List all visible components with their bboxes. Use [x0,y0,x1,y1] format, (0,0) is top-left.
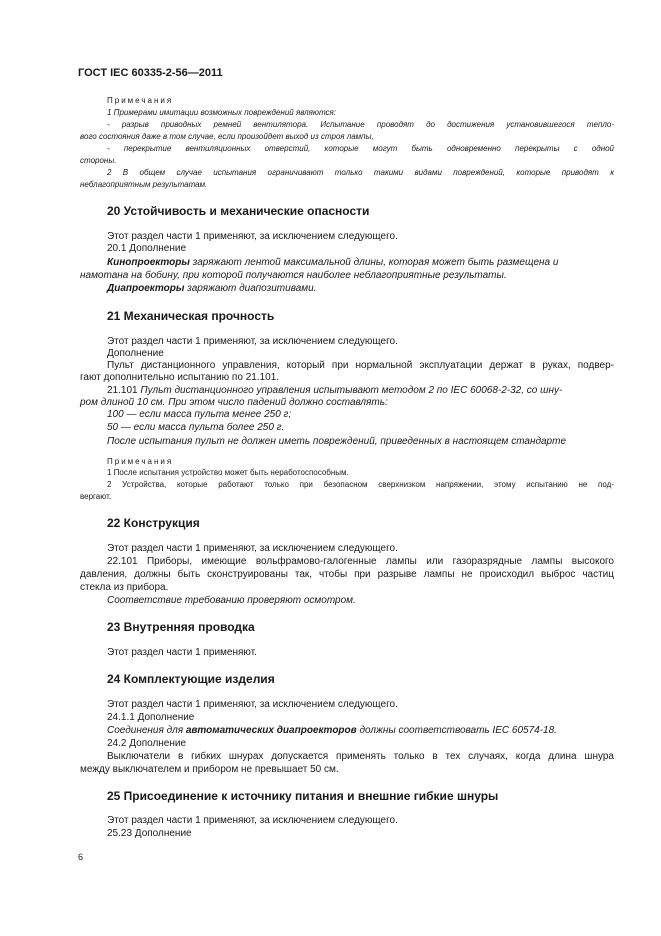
section-21-p2: Дополнение [107,348,164,359]
section-21-note-2: 2 Устройства, которые работают только при безопасном сверхнизком напряжении, этому испытанию не под- [107,480,614,489]
section-24-p2: 24.1.1 Дополнение [107,712,195,723]
notes-label: Примечания [107,96,174,105]
section-23-p1: Этот раздел части 1 применяют. [107,647,257,658]
term-auto-diaproektory: автоматических диапроекторов [185,725,357,736]
clause-21-101-number: 21.101 [107,385,138,396]
term-diaproektory: Диапроекторы [107,283,185,294]
section-20-p1: Этот раздел части 1 применяют, за исключением следующего. [107,231,398,242]
section-22-title: 22 Конструкция [107,516,200,530]
term-kinoproektory: Кинопроекторы [107,257,190,268]
section-21-note-2-cont: вергают. [80,492,112,501]
section-25-p1: Этот раздел части 1 применяют, за исключением следующего. [107,815,398,826]
note-1: 1 Примерами имитации возможных повреждений являются: [107,108,337,117]
document-header: ГОСТ IEC 60335-2-56—2011 [78,67,223,79]
section-22-p3: Соответствие требованию проверяют осмотром. [107,595,356,606]
section-24-p5-cont: между выключателем и прибором не превышает 50 см. [80,764,339,775]
section-24-p4: 24.2 Дополнение [107,738,187,749]
section-23-title: 23 Внутренняя проводка [107,620,255,634]
section-25-p2: 25.23 Дополнение [107,828,192,839]
section-24-p3-pre: Соединения для [107,725,186,736]
section-21-note-1: 1 После испытания устройство может быть неработоспособным. [107,468,349,477]
section-21-p4-cont: ром длиной 10 см. При этом число падений должно составлять: [80,397,388,408]
note-1-bullet-1: - разрыв приводных ремней вентилятора. Испытание проводят до достижения установившегося тепло- [107,120,614,129]
note-1-bullet-1-cont: вого состояния даже в том случае, если произойдет выход из строя лампы, [80,132,374,141]
section-21-title: 21 Механическая прочность [107,309,275,323]
section-21-notes-label: Примечания [107,457,174,466]
note-2-cont: неблагоприятным результатам. [80,180,208,189]
clause-21-101-text: Пульт дистанционного управления испытывают методом 2 по IEC 60068-2-32, со шну- [137,385,563,396]
note-2: 2 В общем случае испытания ограничивают только такими видами повреждений, которые приводят к [107,168,614,177]
page-number: 6 [78,852,84,862]
note-1-bullet-2: - перекрытие вентиляционных отверстий, которые могут быть одновременно перекрыты с одной [107,144,614,153]
note-1-bullet-2-cont: стороны. [80,156,117,165]
section-24-p5: Выключатели в гибких шнурах допускается применять только в тех случаях, когда длина шнура [107,751,614,762]
section-22-p2-end: стекла из прибора. [80,582,169,593]
section-20-title: 20 Устойчивость и механические опасности [107,204,370,218]
section-20-p3-rest: заряжают лентой максимальной длины, которая может быть размещена и [189,257,559,268]
section-20-p4-rest: заряжают диапозитивами. [184,283,317,294]
section-24-p3-post: должны соответствовать IEC 60574-18. [356,725,557,736]
section-21-p5: 100 — если масса пульта менее 250 г; [107,409,292,420]
section-22-p2-cont: давления, должны быть сконструированы так, чтобы при разрыве лампы не происходил выброс частиц [80,569,614,580]
section-21-p3: Пульт дистанционного управления, который при нормальной эксплуатации держат в руках, подвер- [107,360,614,371]
section-21-p3-cont: гают дополнительно испытанию по 21.101. [80,372,280,383]
section-20-p3-cont: намотана на бобину, при которой получаются наиболее неблагоприятные результаты. [80,270,507,281]
section-21-p7: После испытания пульт не должен иметь повреждений, приведенных в настоящем стандарте [107,436,567,447]
section-24-title: 24 Комплектующие изделия [107,672,275,686]
section-24-p1: Этот раздел части 1 применяют, за исключением следующего. [107,699,398,710]
section-20-p4 [107,283,316,295]
section-21-p1: Этот раздел части 1 применяют, за исключением следующего. [107,336,398,347]
section-24-p3 [107,725,557,737]
section-20-p2: 20.1 Дополнение [107,243,187,254]
section-22-p1: Этот раздел части 1 применяют, за исключением следующего. [107,543,398,554]
section-21-p4 [107,385,562,397]
section-20-p3 [107,257,558,269]
section-21-p6: 50 — если масса пульта более 250 г. [107,422,285,433]
section-25-title: 25 Присоединение к источнику питания и внешние гибкие шнуры [107,789,499,803]
section-22-p2: 22.101 Приборы, имеющие вольфрамово-галогенные лампы или газоразрядные лампы высокого [107,556,614,567]
